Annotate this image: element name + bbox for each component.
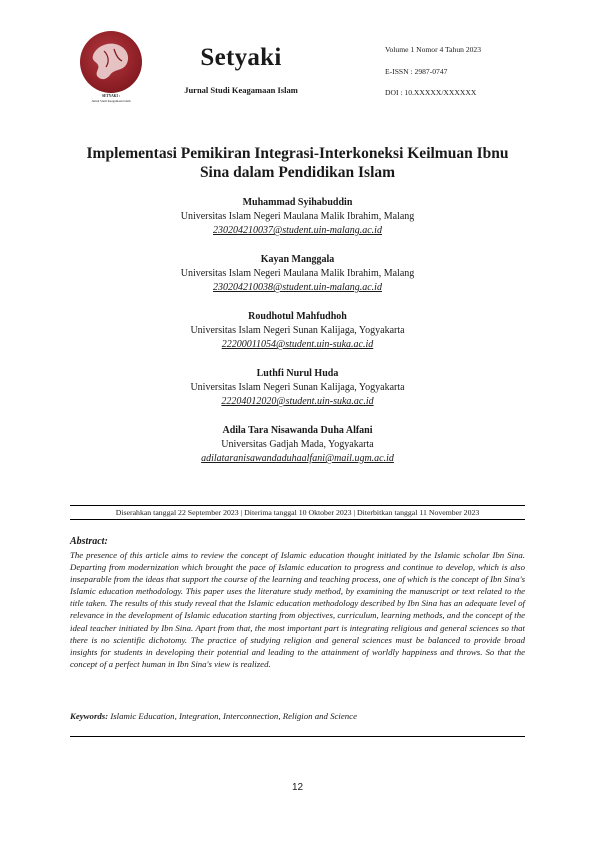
author-name: Adila Tara Nisawanda Duha Alfani <box>222 425 373 436</box>
author-block <box>70 253 525 295</box>
author-name: Roudhotul Mahfudhoh <box>248 311 347 322</box>
submission-dates: Diserahkan tanggal 22 September 2023 | Diterima tanggal 10 Oktober 2023 | Diterbitkan tanggal 11 November 2023 <box>115 508 480 517</box>
author-block <box>70 424 525 466</box>
author-affiliation: Universitas Islam Negeri Sunan Kalijaga, Yogyakarta <box>190 325 405 336</box>
author-affiliation: Universitas Gadjah Mada, Yogyakarta <box>221 439 374 450</box>
journal-logo <box>76 31 160 103</box>
author-name: Luthfi Nurul Huda <box>256 368 339 379</box>
journal-subtitle: Jurnal Studi Keagamaan Islam <box>184 85 298 95</box>
author-affiliation: Universitas Islam Negeri Maulana Malik Ibrahim, Malang <box>180 211 415 222</box>
author-block <box>70 310 525 352</box>
eissn-info: E-ISSN : 2987-0747 <box>385 67 448 76</box>
doi-info: DOI : 10.XXXXX/XXXXXX <box>385 88 477 97</box>
abstract-text: The presence of this article aims to review the concept of Islamic education thought initiated by the Islamic scholar Ibn Sina. Departing from modernization which brought the pace of Islamic education to progress and continue to develop, which is also inseparable from the ideas that support the course of the learning and teaching process, one of which is the concept of Ibn Sina's Islamic education methodology. This paper uses the literature study method, by examining the manuscript or text related to the title taken. The results of this study reveal that the Islamic education methodology described by Ibn Sina has an adequate level of relevance in the development of Islamic education starting from objectives, curriculum, learning methods, and the concept of the ideal teacher initiated by Ibn Sina. Apart from that, the most important part is integrating religious and general sciences so that there is no scientific dichotomy. The practice of studying religion and general sciences must be balanced to provide broad insights for students in developing their potential and leading to the attainment of worldly happiness and throws. So that the concept of a perfect human in Ibn Sina's view is realized. <box>70 550 525 669</box>
author-email-link[interactable]: adilataranisawandaduhaalfani@mail.ugm.ac.id <box>201 453 394 464</box>
keywords-label: Keywords: <box>70 711 109 721</box>
author-name: Kayan Manggala <box>260 254 335 265</box>
author-email-link[interactable]: 230204210038@student.uin-malang.ac.id <box>213 282 382 293</box>
author-affiliation: Universitas Islam Negeri Maulana Malik Ibrahim, Malang <box>180 268 415 279</box>
author-block <box>70 196 525 238</box>
journal-logo-icon <box>80 31 142 93</box>
author-affiliation: Universitas Islam Negeri Sunan Kalijaga, Yogyakarta <box>190 382 405 393</box>
divider <box>70 519 525 520</box>
author-email-link[interactable]: 22200011054@student.uin-suka.ac.id <box>221 339 374 350</box>
journal-name: Setyaki <box>200 44 282 71</box>
divider <box>70 505 525 506</box>
abstract-heading: Abstract: <box>70 536 108 547</box>
author-email-link[interactable]: 22204012020@student.uin-suka.ac.id <box>221 396 374 407</box>
divider <box>70 736 525 737</box>
logo-caption: SETYAKI : <box>102 94 120 98</box>
page-number: 12 <box>291 782 304 793</box>
author-email-link[interactable]: 230204210037@student.uin-malang.ac.id <box>213 225 382 236</box>
logo-subcaption: Jurnal Studi Keagamaan Islam <box>91 99 131 103</box>
volume-info: Volume 1 Nomor 4 Tahun 2023 <box>385 45 482 54</box>
author-name: Muhammad Syihabuddin <box>242 197 353 208</box>
keywords <box>70 711 525 721</box>
article-title: Implementasi Pemikiran Integrasi-Interkoneksi Keilmuan Ibnu Sina dalam Pendidikan Islam <box>86 145 509 181</box>
keywords-value: Islamic Education, Integration, Interconnection, Religion and Science <box>110 711 357 721</box>
author-block <box>70 367 525 409</box>
